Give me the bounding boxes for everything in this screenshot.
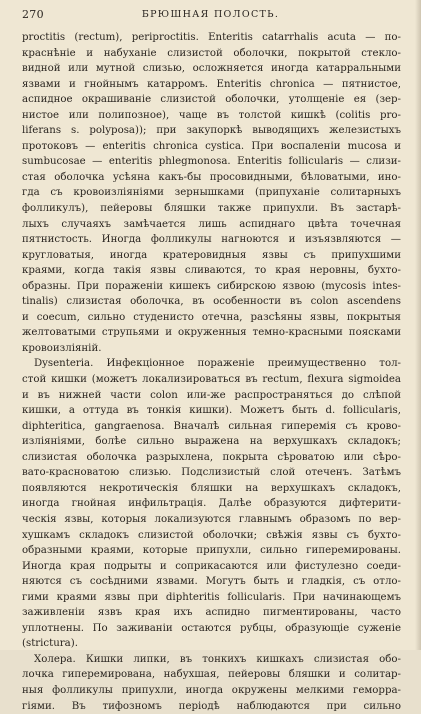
text-line: заживленіи язвъ края ихъ аспидно пигментированы, часто (22, 607, 401, 619)
text-line: гими краями язвы при diphteritis follicularis. При начинающемъ (22, 591, 401, 603)
text-line: иногда гнойная инфильтрація. Далѣе образуются дифтерити- (22, 498, 401, 510)
text-line: вато-красноватою слизью. Подслизистый слой отеченъ. Затѣмъ (22, 467, 401, 479)
text-line: гіями. Въ тифозномъ періодѣ наблюдаются при сильно (22, 700, 401, 712)
text-line: лочка гиперемирована, набухшая, пейеровы бляшки и солитар- (22, 669, 401, 681)
text-line: желтоватыми струпьями и окруженныя темно-красными поясками (22, 327, 401, 339)
text-line: уплотнены. По заживаніи остаются рубцы, образующіе суженіе (22, 622, 401, 634)
text-line: sumbucosae — enteritis phlegmonosa. Enteritis follicularis — слизи- (22, 156, 401, 168)
text-line: tinalis) слизистая оболочка, въ особенности въ colon ascendens (22, 296, 401, 308)
body-text (22, 30, 401, 714)
text-line: кишки, а оттуда въ тонкія кишки). Можетъ быть d. follicularis, (22, 405, 401, 417)
text-line: стой кишки (можетъ локализироваться въ rectum, flexura sigmoidea (22, 374, 401, 386)
text-line: Иногда края подрыты и соприкасаются или фистулезно соеди- (22, 560, 401, 572)
text-line: няются съ сосѣдними язвами. Могутъ быть и гладкія, съ отло- (22, 576, 401, 588)
text-line: ческія язвы, которыя локализуются главнымъ образомъ по вер- (22, 513, 401, 525)
text-line: liferans s. polyposa)); при закупоркѣ выводящихъ железистыхъ (22, 125, 401, 137)
text-line: появляются некротическія бляшки на верхушкахъ складокъ, (22, 482, 401, 494)
text-line: гда съ кровоизліяніями зернышками (припуханіе солитарныхъ (22, 187, 401, 199)
text-line: нистое или полипозное), чаще въ толстой кишкѣ (colitis pro- (22, 109, 401, 121)
text-line: стая оболочка усѣяна какъ-бы просовидными, бѣловатыми, инo- (22, 171, 401, 183)
text-line: краями, когда такія язвы сливаются, то края неровны, бухто- (22, 265, 401, 277)
text-line: язвами и гнойнымъ катарромъ. Enteritis chronica — пятнистое, (22, 78, 401, 90)
text-line: proctitis (rectum), periproctitis. Enteritis catarrhalis acuta — по- (22, 32, 401, 43)
text-line: хушкамъ складокъ слизистой оболочки; свѣжія язвы съ бухто- (22, 529, 401, 541)
text-line: видной или мутной слизью, осложняется иногда катарральными (22, 63, 401, 75)
running-title: БРЮШНАЯ ПОЛОСТЬ. (141, 9, 280, 20)
text-line: ныя фолликулы припухли, иногда окружены мелкими геморра- (22, 684, 401, 696)
text-line: и coecum, сильно студенисто отечна, разсѣяны язвы, покрытыя (22, 311, 401, 323)
text-line: изліяніями, болѣе сильно выражена на верхушкахъ складокъ; (22, 436, 401, 448)
text-line: кровоизліяній. (22, 342, 102, 354)
page-header (22, 8, 399, 22)
text-line: фолликулъ), пейеровы бляшки также припухли. Въ застарѣ- (22, 203, 401, 215)
text-line: краснѣніе и набуханіе слизистой оболочки, покрытой стекло- (22, 47, 401, 59)
text-line: слизистая оболочка разрыхлена, покрыта сѣроватою или сѣро- (22, 451, 401, 463)
text-line: образными краями, которые припухли, сильно гиперемированы. (22, 545, 401, 557)
text-line: протоковъ — enteritis chronica cystica. При воспаленіи mucosa и (22, 140, 401, 152)
text-line: аспидное окрашиваніе слизистой оболочки, утолщеніе ея (зер- (22, 94, 401, 106)
text-line: и въ нижней части colon или-же распространяться до слѣпой (22, 389, 401, 401)
text-line: Dysenteria. Инфекціонное пораженіе преимущественно тол- (34, 358, 401, 370)
text-line: образны. При пораженіи кишекъ сибирскою язвою (mycosis intes- (22, 280, 401, 292)
text-line: кругловатыя, иногда кратеровидныя язвы съ припухшими (22, 249, 401, 261)
text-line: Холера. Кишки липки, въ тонкихъ кишкахъ слизистая обо- (34, 653, 401, 665)
text-line: лыхъ случаяхъ замѣчается лишь аспиднаго цвѣта точечная (22, 218, 401, 230)
text-line: diphteritica, gangraenosa. Вначалѣ сильная гиперемія съ крово- (22, 420, 401, 432)
page-number: 270 (22, 8, 44, 21)
text-line: (strictura). (22, 638, 78, 650)
text-line: пятнистость. Иногда фолликулы нагноются и изъязвляются — (22, 234, 401, 246)
